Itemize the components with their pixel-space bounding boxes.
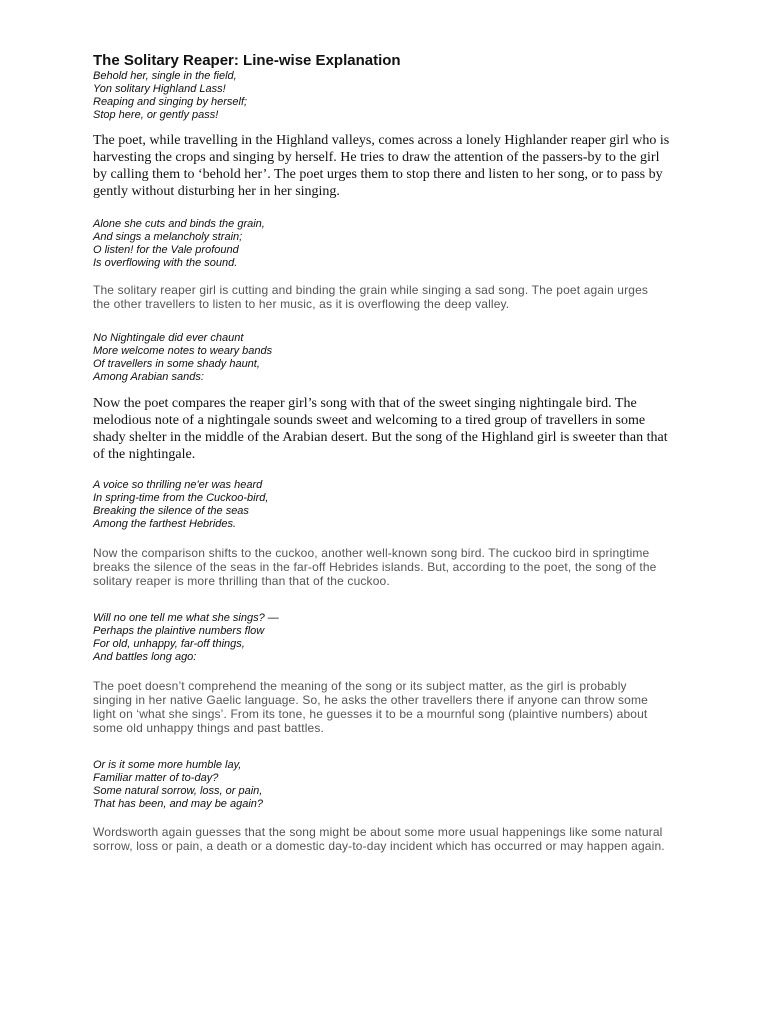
stanza-line: Reaping and singing by herself;: [93, 96, 248, 108]
explanation-4: Now the comparison shifts to the cuckoo, another well-known song bird. The cuckoo bird in springtime breaks the silence of the seas in the far-off Hebrides islands. But, according to the poet, the song of the solitary reaper is more thrilling than that of the cuckoo.: [93, 546, 657, 588]
stanza-line: Behold her, single in the field,: [93, 70, 237, 82]
stanza-line: Alone she cuts and binds the grain,: [93, 218, 265, 230]
stanza-line: Among the farthest Hebrides.: [93, 518, 237, 530]
stanza-1: [93, 70, 683, 122]
stanza-line: No Nightingale did ever chaunt: [93, 332, 244, 344]
stanza-line: Breaking the silence of the seas: [93, 505, 249, 517]
document-page: [93, 52, 683, 853]
stanza-line: Perhaps the plaintive numbers flow: [93, 625, 265, 637]
explanation-1: The poet, while travelling in the Highland valleys, comes across a lonely Highlander reaper girl who is harvesting the crops and singing by herself. He tries to draw the attention of the passers-by to the girl by calling them to ‘behold her’. The poet urges them to stop there and listen to her song, or to pass by gently without disturbing her in her singing.: [93, 133, 670, 199]
stanza-line: A voice so thrilling ne'er was heard: [93, 479, 263, 491]
stanza-line: That has been, and may be again?: [93, 798, 264, 810]
stanza-line: Familiar matter of to-day?: [93, 772, 219, 784]
stanza-2: [93, 218, 683, 270]
stanza-line: O listen! for the Vale profound: [93, 244, 239, 256]
stanza-line: Or is it some more humble lay,: [93, 759, 242, 771]
stanza-line: Among Arabian sands:: [93, 371, 204, 383]
page-title: The Solitary Reaper: Line-wise Explanation: [93, 52, 401, 69]
stanza-5: [93, 612, 683, 664]
stanza-line: For old, unhappy, far-off things,: [93, 638, 245, 650]
stanza-line: In spring-time from the Cuckoo-bird,: [93, 492, 269, 504]
stanza-line: Of travellers in some shady haunt,: [93, 358, 260, 370]
stanza-line: And battles long ago:: [93, 651, 197, 663]
explanation-6: Wordsworth again guesses that the song might be about some more usual happenings like some natural sorrow, loss or pain, a death or a domestic day-to-day incident which has occurred or may happen again.: [93, 825, 665, 853]
stanza-3: [93, 332, 683, 384]
stanza-4: [93, 479, 683, 531]
stanza-line: More welcome notes to weary bands: [93, 345, 273, 357]
explanation-2: The solitary reaper girl is cutting and binding the grain while singing a sad song. The poet again urges the other travellers to listen to her music, as it is overflowing the deep valley.: [93, 283, 649, 311]
stanza-line: Some natural sorrow, loss, or pain,: [93, 785, 263, 797]
explanation-5: The poet doesn’t comprehend the meaning of the song or its subject matter, as the girl is probably singing in her native Gaelic language. So, he asks the other travellers there if anyone can throw some light on ‘what she sings’. From its tone, he guesses it to be a mournful song (plaintive numbers) about some old unhappy things and past battles.: [93, 679, 648, 735]
stanza-line: Will no one tell me what she sings? —: [93, 612, 279, 624]
stanza-line: And sings a melancholy strain;: [93, 231, 243, 243]
stanza-line: Is overflowing with the sound.: [93, 257, 238, 269]
stanza-6: [93, 759, 683, 811]
explanation-3: Now the poet compares the reaper girl’s song with that of the sweet singing nightingale bird. The melodious note of a nightingale sounds sweet and welcoming to a tired group of travellers in some shady shelter in the middle of the Arabian desert. But the song of the Highland girl is sweeter than that of the nightingale.: [93, 396, 668, 462]
stanza-line: Yon solitary Highland Lass!: [93, 83, 226, 95]
stanza-line: Stop here, or gently pass!: [93, 109, 219, 121]
